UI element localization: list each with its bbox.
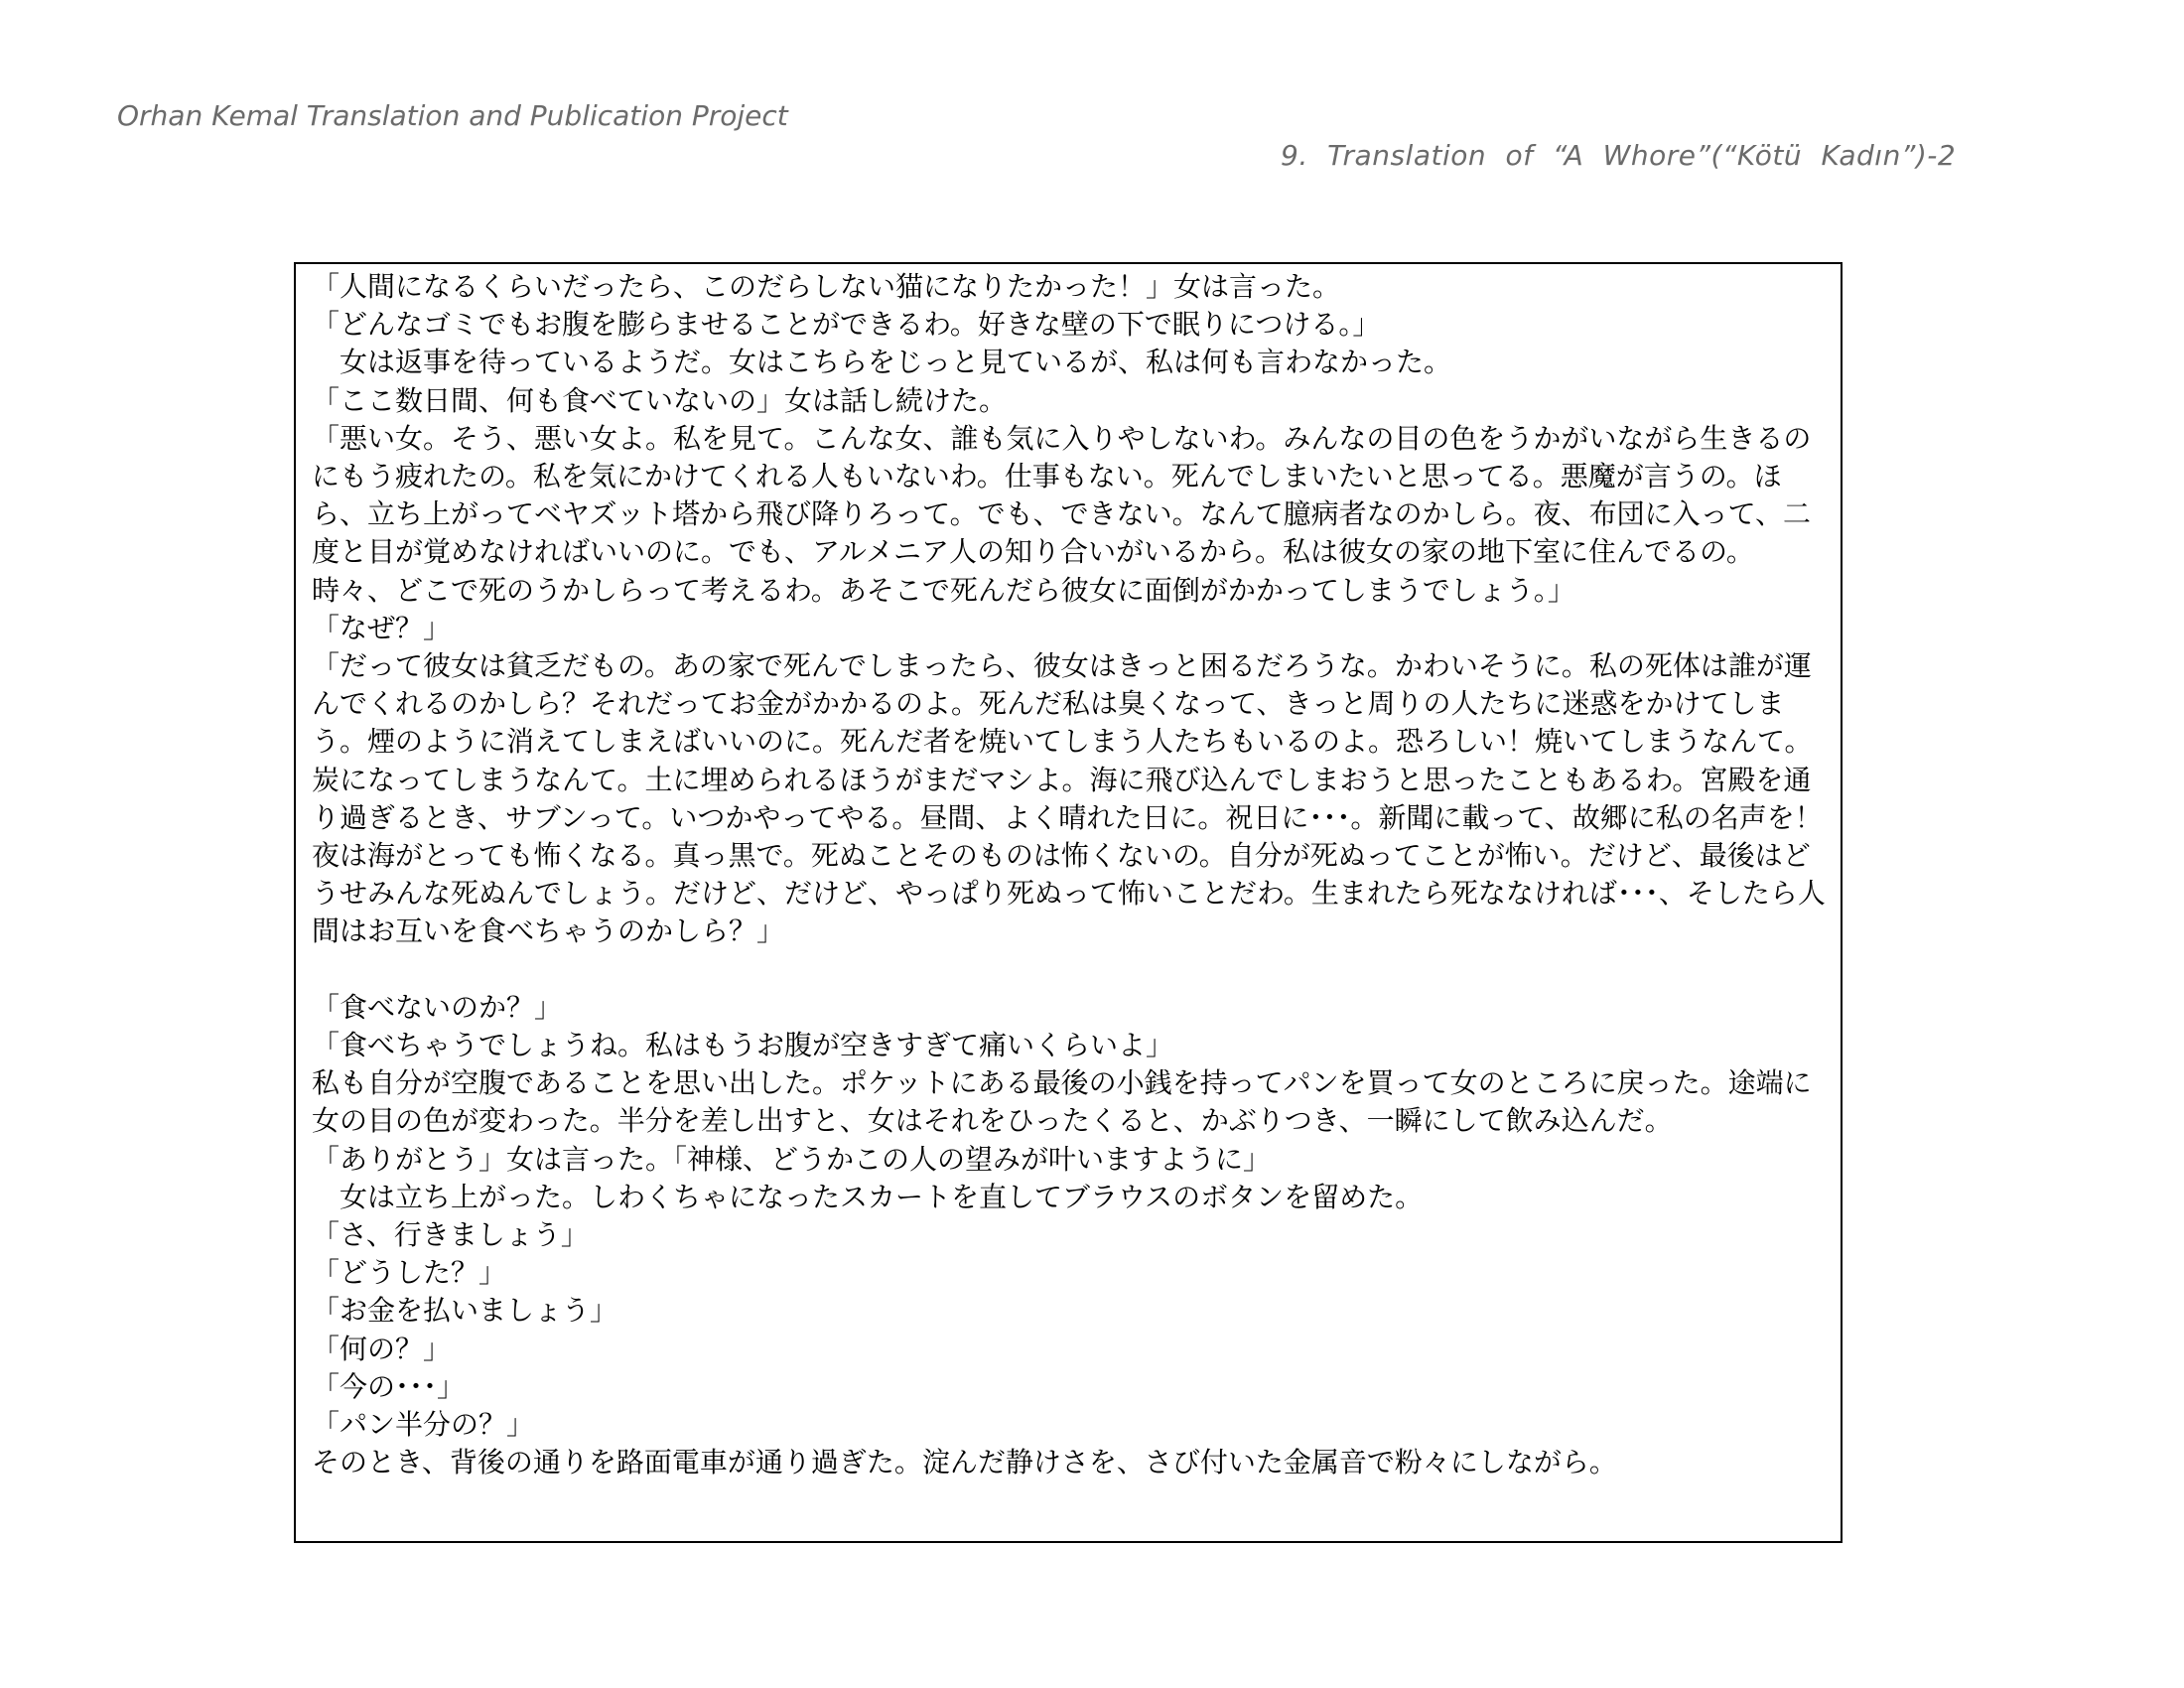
- paragraph: 「食べちゃうでしょうね。私はもうお腹が空きすぎて痛いくらいよ」: [312, 1029, 1174, 1062]
- paragraph: 「さ、行きましょう」: [312, 1218, 589, 1252]
- section-title: 9. Translation of “A Whore”(“Kötü Kadın”)-2: [1281, 139, 1957, 172]
- paragraph: 私も自分が空腹であることを思い出した。ポケットにある最後の小銭を持ってパンを買って女のところに戻った。途端に女の目の色が変わった。半分を差し出すと、女はそれをひったくると、かぶりつき、一瞬にして飲み込んだ。: [312, 1066, 1812, 1138]
- paragraph: 「今の･･･」: [312, 1369, 466, 1403]
- paragraph: 「パン半分の？」: [312, 1408, 535, 1442]
- paragraph: 「人間になるくらいだったら、このだらしない猫になりたかった！」女は言った。: [312, 270, 1341, 303]
- paragraph: 女は立ち上がった。しわくちゃになったスカートを直してブラウスのボタンを留めた。: [312, 1180, 1424, 1213]
- paragraph: そのとき、背後の通りを路面電車が通り過ぎた。淀んだ静けさを、さび付いた金属音で粉々にしながら。: [312, 1446, 1617, 1479]
- paragraph: 「どんなゴミでもお腹を膨らませることができるわ。好きな壁の下で眠りにつける。」: [312, 308, 1381, 342]
- translation-text-box: [294, 262, 1843, 1543]
- paragraph: 「食べないのか？」: [312, 990, 563, 1024]
- paragraph: 「だって彼女は貧乏だもの。あの家で死んでしまったら、彼女はきっと困るだろうな。かわいそうに。私の死体は誰が運んでくれるのかしら？それだってお金がかかるのよ。死んだ私は臭くなって、きっと周りの人たちに迷惑をかけてしまう。煙のように消えてしまえばいいのに。死んだ者を焼いてしまう人たちもいるのよ。恐ろしい！焼いてしまうなんて。炭になってしまうなんて。土に埋められるほうがまだマシよ。海に飛び込んでしまおうと思ったこともあるわ。宮殿を通り過ぎるとき、サブンって。いつかやってやる。昼間、よく晴れた日に。祝日に･･･。新聞に載って、故郷に私の名声を！夜は海がとっても怖くなる。真っ黒で。死ぬことそのものは怖くないの。自分が死ぬってことが怖い。だけど、最後はどうせみんな死ぬんでしょう。だけど、だけど、やっぱり死ぬって怖いことだわ。生まれたら死ななければ･･･、そしたら人間はお互いを食べちゃうのかしら？」: [312, 649, 1826, 948]
- paragraph: 「お金を払いましょう」: [312, 1294, 618, 1328]
- paragraph: 女は返事を待っているようだ。女はこちらをじっと見ているが、私は何も言わなかった。: [312, 346, 1452, 379]
- translation-text: [312, 268, 1827, 1481]
- paragraph: 「ありがとう」女は言った。「神様、どうかこの人の望みが叶いますように」: [312, 1142, 1272, 1176]
- project-title: Orhan Kemal Translation and Publication Project: [117, 99, 788, 132]
- paragraph: 「なぜ？」: [312, 611, 452, 644]
- paragraph: 「ここ数日間、何も食べていないの」女は話し続けた。: [312, 383, 1008, 417]
- paragraph: 「何の？」: [312, 1332, 452, 1365]
- paragraph: 「どうした？」: [312, 1256, 507, 1290]
- paragraph: 「悪い女。そう、悪い女よ。私を見て。こんな女、誰も気に入りやしないわ。みんなの目の色をうかがいながら生きるのにもう疲れたの。私を気にかけてくれる人もいないわ。仕事もない。死んでしまいたいと思ってる。悪魔が言うの。ほら、立ち上がってベヤズット塔から飛び降りろって。でも、できない。なんて臆病者なのかしら。夜、布団に入って、二度と目が覚めなければいいのに。でも、アルメニア人の知り合いがいるから。私は彼女の家の地下室に住んでるの。時々、どこで死のうかしらって考えるわ。あそこで死んだら彼女に面倒がかかってしまうでしょう。」: [312, 421, 1812, 607]
- blank-line: [312, 951, 1827, 989]
